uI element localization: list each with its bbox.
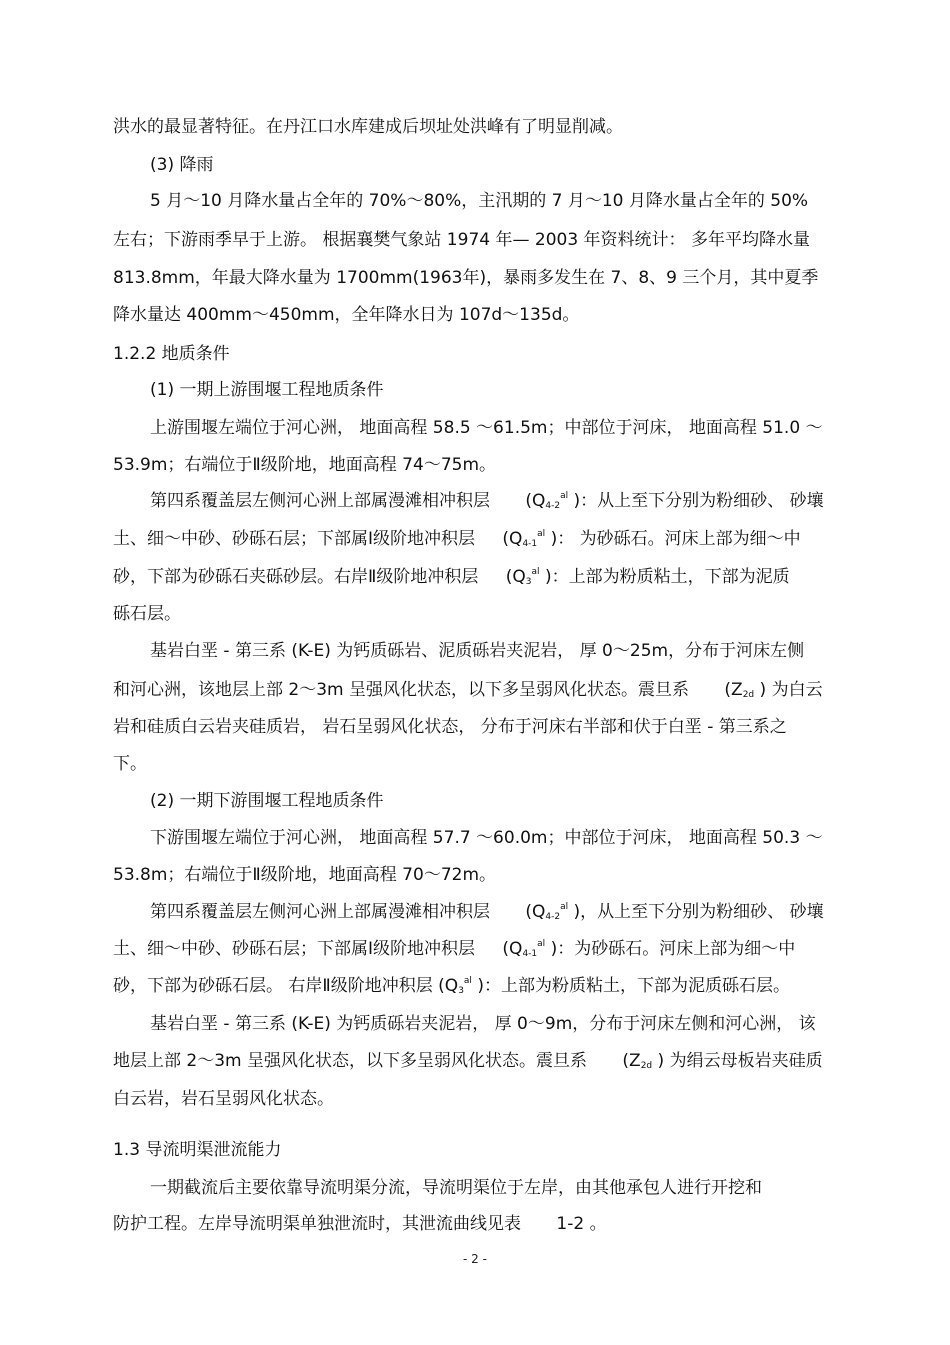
text-segment: )： 为砂砾石。河床上部为细～中 (550, 529, 801, 549)
formula-superscript: al (537, 939, 546, 949)
text-line: 砾石层。 (113, 604, 181, 624)
text-line: 基岩白垩 - 第三系 (K-E) 为钙质砾岩、泥质砾岩夹泥岩， 厚 0～25m，分布于河床左侧 (150, 641, 805, 661)
formula-subscript: 2d (742, 690, 755, 700)
text-segment: 防护工程。左岸导流明渠单独泄流时，其泄流曲线见表 (113, 1214, 521, 1234)
text-segment: )：上部为粉质粘土，下部为泥质砾石层。 (477, 976, 790, 996)
subsection-heading: (3) 降雨 (150, 155, 214, 175)
subsection-heading: (1) 一期上游围堰工程地质条件 (150, 380, 384, 400)
text-line: 白云岩，岩石呈弱风化状态。 (113, 1089, 334, 1109)
text-line-with-formula (113, 938, 795, 960)
text-line-with-formula (113, 679, 823, 701)
text-segment: 第四系覆盖层左侧河心洲上部属漫滩相冲积层 (150, 491, 490, 511)
text-line: 5 月～10 月降水量占全年的 70%～80%，主汛期的 7 月～10 月降水量占全年的 50% (150, 191, 809, 211)
formula-symbol: (Q (505, 567, 526, 587)
text-line: 上游围堰左端位于河心洲， 地面高程 58.5 ～61.5m；中部位于河床， 地面高程 51.0 ～ (150, 418, 823, 438)
text-segment: ) 为白云 (759, 680, 823, 700)
text-line-with-formula (113, 566, 790, 588)
text-segment: 砂，下部为砂砾石层。 右岸Ⅱ级阶地冲积层 (Q (113, 976, 459, 996)
formula-superscript: al (537, 529, 546, 539)
formula-superscript: al (560, 491, 569, 501)
text-line: 下游围堰左端位于河心洲， 地面高程 57.7 ～60.0m；中部位于河床， 地面高程 50.3 ～ (150, 828, 823, 848)
table-reference: 1-2 。 (556, 1214, 607, 1234)
formula-subscript: 2d (640, 1061, 653, 1071)
text-line: 一期截流后主要依靠导流明渠分流，导流明渠位于左岸，由其他承包人进行开挖和 (150, 1178, 762, 1198)
formula-symbol: (Z (724, 680, 743, 700)
section-heading: 1.3 导流明渠泄流能力 (113, 1140, 282, 1160)
text-line: 降水量达 400mm～450mm，全年降水日为 107d～135d。 (113, 305, 580, 325)
text-line-with-formula (113, 975, 790, 997)
text-line: 813.8mm，年最大降水量为 1700mm(1963年)，暴雨多发生在 7、8、9 三个月，其中夏季 (113, 268, 819, 288)
text-segment: 第四系覆盖层左侧河心洲上部属漫滩相冲积层 (150, 902, 490, 922)
text-segment: 和河心洲，该地层上部 2～3m 呈强风化状态，以下多呈弱风化状态。震旦系 (113, 680, 689, 700)
text-segment: 砂，下部为砂砾石夹砾砂层。右岸Ⅱ级阶地冲积层 (113, 567, 479, 587)
formula-subscript: 4-1 (522, 539, 538, 549)
formula-superscript: al (560, 902, 569, 912)
text-line-with-formula (150, 901, 824, 923)
text-segment: )：从上至下分别为粉细砂、 砂壤 (573, 491, 824, 511)
formula-subscript: 3 (525, 577, 532, 587)
text-line: 基岩白垩 - 第三系 (K-E) 为钙质砾岩夹泥岩， 厚 0～9m，分布于河床左侧和河心洲， 该 (150, 1014, 816, 1034)
text-line: 下。 (113, 754, 147, 774)
formula-subscript: 4-2 (545, 912, 561, 922)
text-line-with-formula (113, 528, 801, 550)
text-segment: 地层上部 2～3m 呈强风化状态，以下多呈弱风化状态。震旦系 (113, 1051, 587, 1071)
formula-symbol: (Q (502, 939, 523, 959)
text-line: 53.9m；右端位于Ⅱ级阶地，地面高程 74～75m。 (113, 455, 497, 475)
formula-symbol: (Q (502, 529, 523, 549)
subsection-heading: (2) 一期下游围堰工程地质条件 (150, 791, 384, 811)
formula-subscript: 3 (458, 986, 464, 996)
text-line: 岩和硅质白云岩夹硅质岩， 岩石呈弱风化状态， 分布于河床右半部和伏于白垩 - 第三系之 (113, 717, 787, 737)
text-segment: )，从上至下分别为粉细砂、 砂壤 (573, 902, 824, 922)
text-segment: 土、细～中砂、砂砾石层；下部属Ⅰ级阶地冲积层 (113, 939, 476, 959)
text-line-with-reference (113, 1213, 607, 1235)
text-line: 53.8m；右端位于Ⅱ级阶地，地面高程 70～72m。 (113, 865, 497, 885)
formula-symbol: (Q (525, 902, 546, 922)
formula-symbol: (Z (622, 1051, 641, 1071)
text-segment: 土、细～中砂、砂砾石层；下部属Ⅰ级阶地冲积层 (113, 529, 476, 549)
text-segment: )：上部为粉质粘土，下部为泥质 (544, 567, 790, 587)
formula-subscript: 4-1 (522, 949, 538, 959)
text-line: 洪水的最显著特征。在丹江口水库建成后坝址处洪峰有了明显削减。 (113, 117, 623, 137)
formula-symbol: (Q (525, 491, 546, 511)
text-line-with-formula (150, 490, 824, 512)
text-line: 左右；下游雨季早于上游。 根据襄樊气象站 1974 年— 2003 年资料统计： 多年平均降水量 (113, 230, 810, 250)
section-heading: 1.2.2 地质条件 (113, 344, 230, 364)
formula-subscript: 4-2 (545, 501, 561, 511)
page-number: - 2 - (463, 1252, 487, 1266)
formula-superscript: al (463, 976, 472, 986)
text-segment: )：为砂砾石。河床上部为细～中 (550, 939, 796, 959)
formula-superscript: al (531, 567, 540, 577)
text-line-with-formula (113, 1050, 823, 1072)
text-segment: ) 为绢云母板岩夹硅质 (657, 1051, 823, 1071)
